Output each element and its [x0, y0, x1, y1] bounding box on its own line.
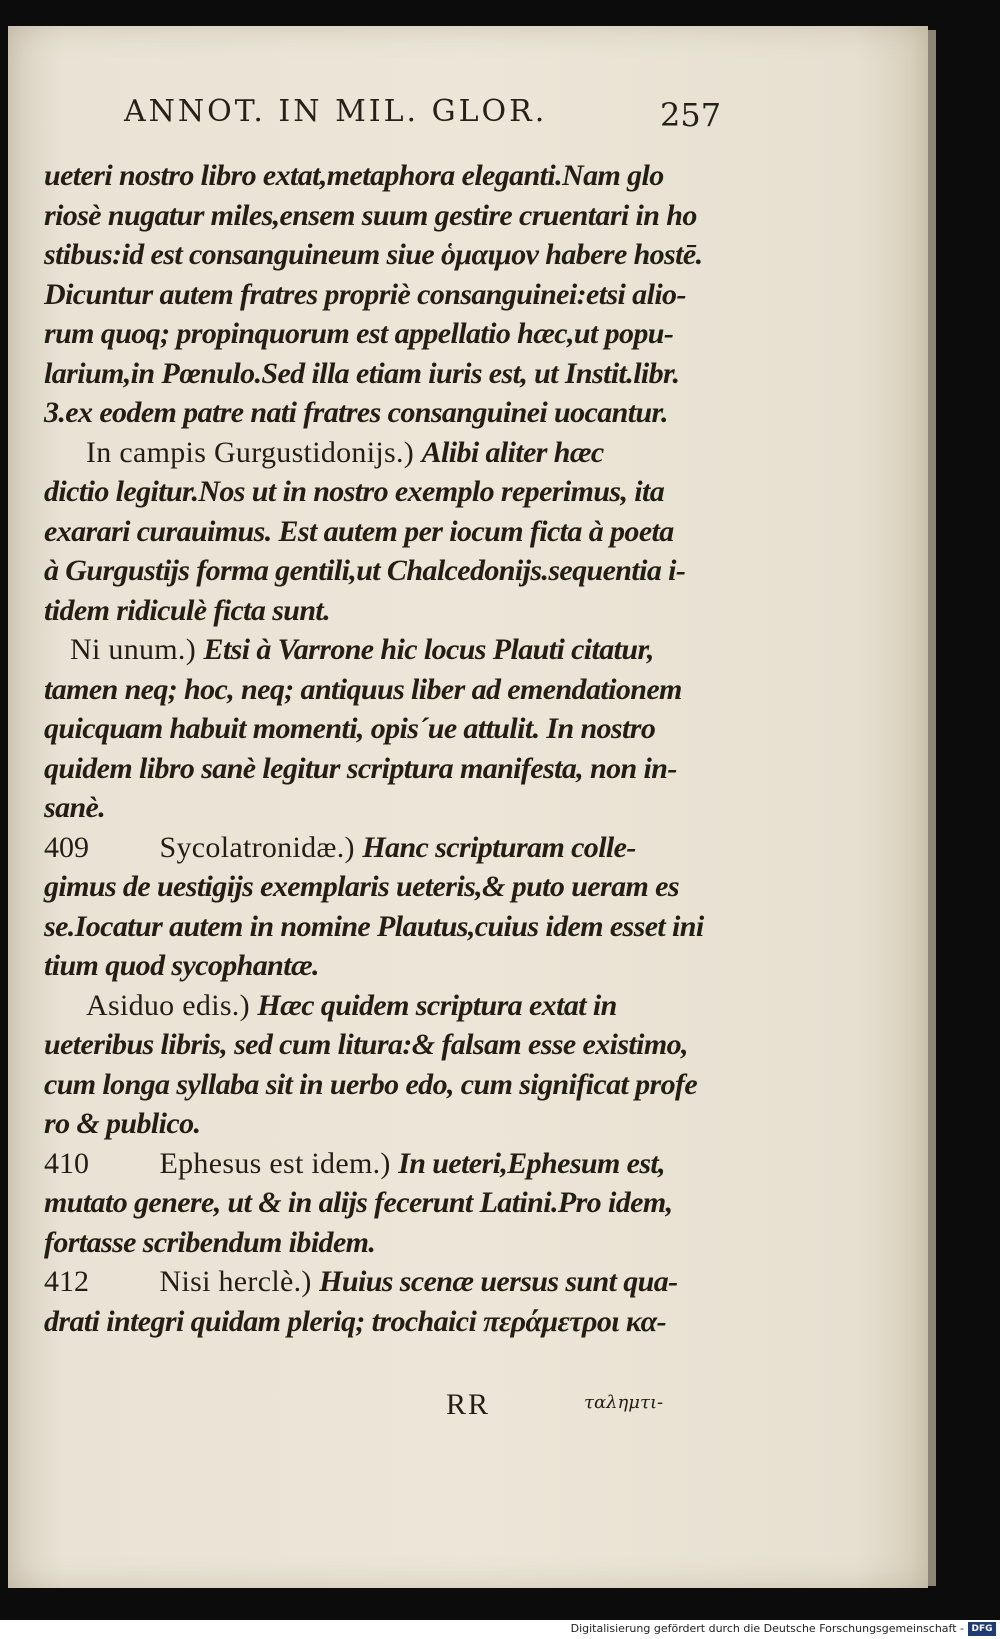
text-line: tidem ridiculè ficta sunt.: [44, 593, 331, 627]
text-line: ro & publico.: [44, 1107, 201, 1140]
annotation-entry: [44, 1262, 734, 1341]
text-line: Hæc quidem scriptura extat in: [257, 988, 617, 1022]
annotation-entry: [44, 986, 734, 1144]
funding-credit: Digitalisierung gefördert durch die Deutsche Forschungsgemeinschaft -: [570, 1622, 964, 1635]
signature-mark: RR: [446, 1388, 491, 1421]
text-line: quidem libro sanè legitur scriptura manifesta, non in-: [44, 751, 677, 785]
text-line: mutato genere, ut & in alijs fecerunt Latini.Pro idem,: [44, 1186, 673, 1219]
verse-number: 409: [44, 830, 89, 864]
text-line: larium,in Pœnulo.Sed illa etiam iuris est, ut Instit.libr.: [44, 356, 680, 390]
text-line: se.Iocatur autem in nomine Plautus,cuius idem esset ini: [44, 909, 704, 943]
page-edge: [928, 30, 936, 1586]
text-block: [44, 156, 734, 1341]
entry-lemma: Asiduo edis.): [86, 988, 250, 1022]
annotation-entry: [44, 630, 734, 828]
text-line: Etsi à Varrone hic locus Plauti citatur,: [203, 633, 654, 666]
catchword: ταλημτι-: [584, 1392, 664, 1413]
entry-lemma: Nisi herclè.): [159, 1265, 312, 1298]
text-line: fortasse scribendum ibidem.: [44, 1225, 376, 1259]
page-header: [124, 86, 724, 146]
text-line: cum longa syllaba sit in uerbo edo, cum significat profe: [44, 1067, 698, 1101]
text-line: rum quoq; propinquorum est appellatio hæc,ut popu-: [44, 317, 674, 350]
text-line: stibus:id est consanguineum siue ὁμαιμον habere hostē.: [44, 238, 703, 271]
annotation-entry: [44, 1144, 734, 1263]
entry-lemma: In campis Gurgustidonijs.): [86, 435, 415, 469]
verse-number: 412: [44, 1265, 89, 1298]
text-line: ueteri nostro libro extat,metaphora eleganti.Nam glo: [44, 159, 664, 192]
text-line: exarari curauimus. Est autem per iocum ficta à poeta: [44, 514, 674, 548]
text-line: dictio legitur.Nos ut in nostro exemplo reperimus, ita: [44, 475, 665, 508]
text-line: ueteribus libris, sed cum litura:& falsam esse existimo,: [44, 1028, 688, 1061]
text-line: Dicuntur autem fratres propriè consanguinei:etsi alio-: [44, 277, 686, 311]
text-line: drati integri quidam pleriq; trochaici περάμετροι κα-: [44, 1304, 666, 1338]
entry-lemma: Sycolatronidæ.): [159, 830, 355, 864]
text-line: Alibi aliter hæc: [421, 435, 604, 469]
annotation-entry: [44, 433, 734, 631]
text-line: riosè nugatur miles,ensem suum gestire cruentari in ho: [44, 198, 697, 232]
text-line: tium quod sycophantæ.: [44, 949, 319, 982]
text-line: quicquam habuit momenti, opis´ue attulit. In nostro: [44, 712, 656, 745]
running-title: ANNOT. IN MIL. GLOR.: [124, 94, 548, 129]
text-line: gimus de uestigijs exemplaris ueteris,& puto ueram es: [44, 870, 679, 903]
entry-lemma: Ephesus est idem.): [159, 1146, 391, 1180]
credit-bar: [0, 1620, 1000, 1639]
dfg-logo-icon: DFG: [968, 1622, 996, 1636]
text-line: tamen neq; hoc, neq; antiquus liber ad emendationem: [44, 672, 682, 706]
annotation-entry: [44, 828, 734, 986]
text-line: In ueteri,Ephesum est,: [398, 1146, 666, 1180]
text-line: Huius scenæ uersus sunt qua-: [319, 1265, 678, 1298]
page-number: 257: [660, 96, 722, 134]
text-line: sanè.: [44, 791, 106, 824]
text-line: à Gurgustijs forma gentili,ut Chalcedonijs.sequentia i-: [44, 554, 686, 587]
text-line: Hanc scripturam colle-: [362, 830, 636, 864]
entry-lemma: Ni unum.): [70, 633, 197, 666]
verse-number: 410: [44, 1146, 89, 1180]
text-line: 3.ex eodem patre nati fratres consanguinei uocantur.: [44, 396, 668, 429]
